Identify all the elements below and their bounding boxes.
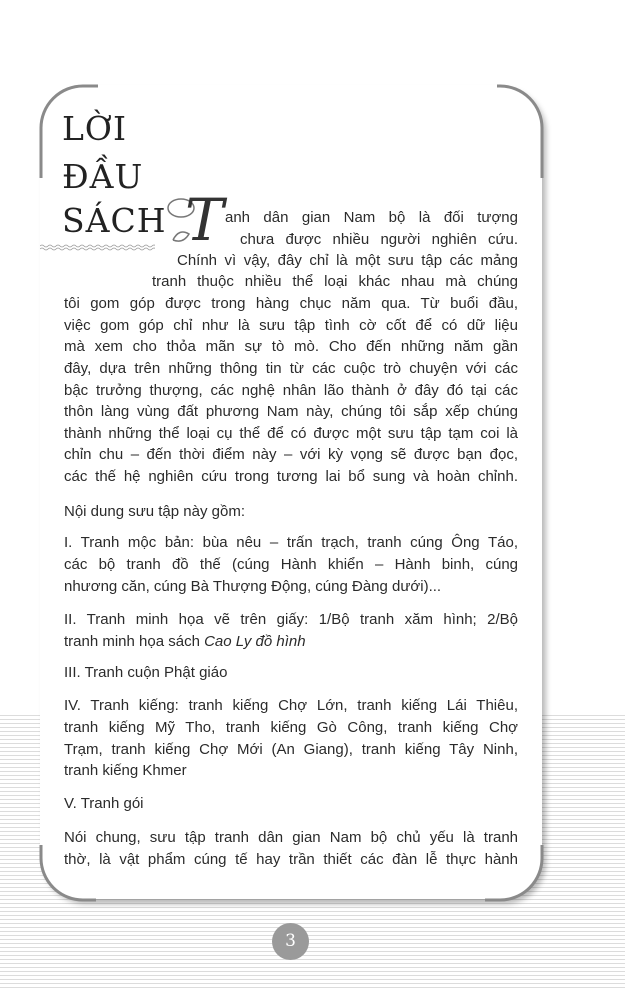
text-line-content: các thế hệ nghiên cứu trong tương lai bổ sung và hoàn chỉnh. [64,468,518,485]
text-line-content: các bộ tranh đồ thế (cúng Hành khiển – Hành binh, cúng [64,556,518,573]
text-line [64,338,518,356]
heading-wavy-divider [40,243,155,251]
text-line [64,633,518,651]
text-line-content: IV. Tranh kiếng: tranh kiếng Chợ Lớn, tranh kiếng Lái Thiêu, [64,697,518,714]
text-line [64,578,518,596]
text-line [225,209,518,227]
text-line [64,295,518,313]
text-line [64,503,518,521]
text-line-content: Nội dung sưu tập này gồm: [64,503,245,520]
text-line-content: anh dân gian Nam bộ là đối tượng [225,209,518,226]
text-line-content: nhương căn, cúng Bà Thượng Động, cúng Đàng dưới)... [64,578,442,595]
text-line-content: tôi gom góp được trong hàng chục năm qua. Từ buổi đầu, [64,295,518,312]
text-line [152,273,518,291]
text-line-content: Chính vì vậy, đây chỉ là một sưu tập các mảng [177,252,518,269]
text-line-content: tranh minh họa sách [64,633,205,650]
heading-line-3: SÁCH [62,201,167,240]
text-line-content: tranh thuộc nhiều thể loại khác nhau mà chúng [152,273,518,290]
text-line-content: chỉn chu – đến thời điểm này – với kỳ vọng sẽ được bạn đọc, [64,446,518,463]
text-line-content: tranh kiếng Mỹ Tho, tranh kiếng Gò Công, tranh kiếng Chợ [64,719,518,736]
text-line-content: thành những thể loại cụ thể để có được một sưu tập tạm coi là [64,425,518,442]
text-line [64,851,518,869]
text-line-content: bậc trưởng thượng, các nghệ nhân lão thành ở đây đó tại các [64,382,518,399]
text-line-content: tranh kiếng Khmer [64,762,187,779]
text-line [64,403,518,421]
text-line [64,611,518,629]
heading-line-2: ĐẦU [62,157,144,196]
drop-cap-letter: T [185,186,224,254]
text-line [64,446,518,464]
page-number-badge: 3 [272,923,309,960]
text-line-content: V. Tranh gói [64,795,144,812]
text-line [64,382,518,400]
text-line-content: chưa được nhiều người nghiên cứu. [240,231,518,248]
text-line [64,664,518,682]
heading-line-1: LỜI [62,109,128,148]
text-line-content: Nói chung, sưu tập tranh dân gian Nam bộ chủ yếu là tranh [64,829,518,846]
text-line-content: thôn làng vùng đất phương Nam này, chúng tôi sắp xếp chúng [64,403,518,420]
text-line [64,697,518,715]
text-line [64,425,518,443]
text-line [177,252,518,270]
text-line [64,762,518,780]
text-line-content: đây, dựa trên những thông tin từ các cuộc trò chuyện với các [64,360,518,377]
text-line [64,829,518,847]
text-line [64,795,518,813]
text-line-content: I. Tranh mộc bản: bùa nêu – trấn trạch, tranh cúng Ông Táo, [64,534,518,551]
text-line-content: II. Tranh minh họa vẽ trên giấy: 1/Bộ tranh xăm hình; 2/Bộ [64,611,518,628]
text-line-content: III. Tranh cuộn Phật giáo [64,664,228,681]
text-line [64,468,518,486]
text-line [240,231,518,249]
book-title-italic: Cao Ly đồ hình [204,633,306,650]
text-line-content: việc gom góp chỉ như là sưu tập tình cờ cốt để có dữ liệu [64,317,518,334]
text-line-content: mà xem cho thỏa mãn sự tò mò. Cho đến những năm gần [64,338,518,355]
text-line [64,556,518,574]
text-line [64,741,518,759]
text-line [64,360,518,378]
text-line-content: Trạm, tranh kiếng Chợ Mới (An Giang), tranh kiếng Tây Ninh, [64,741,518,758]
text-line-content: thờ, là vật phẩm cúng tế hay trần thiết các đàn lễ thực hành [64,851,518,868]
text-line [64,719,518,737]
text-line [64,317,518,335]
text-line [64,534,518,552]
drop-cap [165,186,233,254]
